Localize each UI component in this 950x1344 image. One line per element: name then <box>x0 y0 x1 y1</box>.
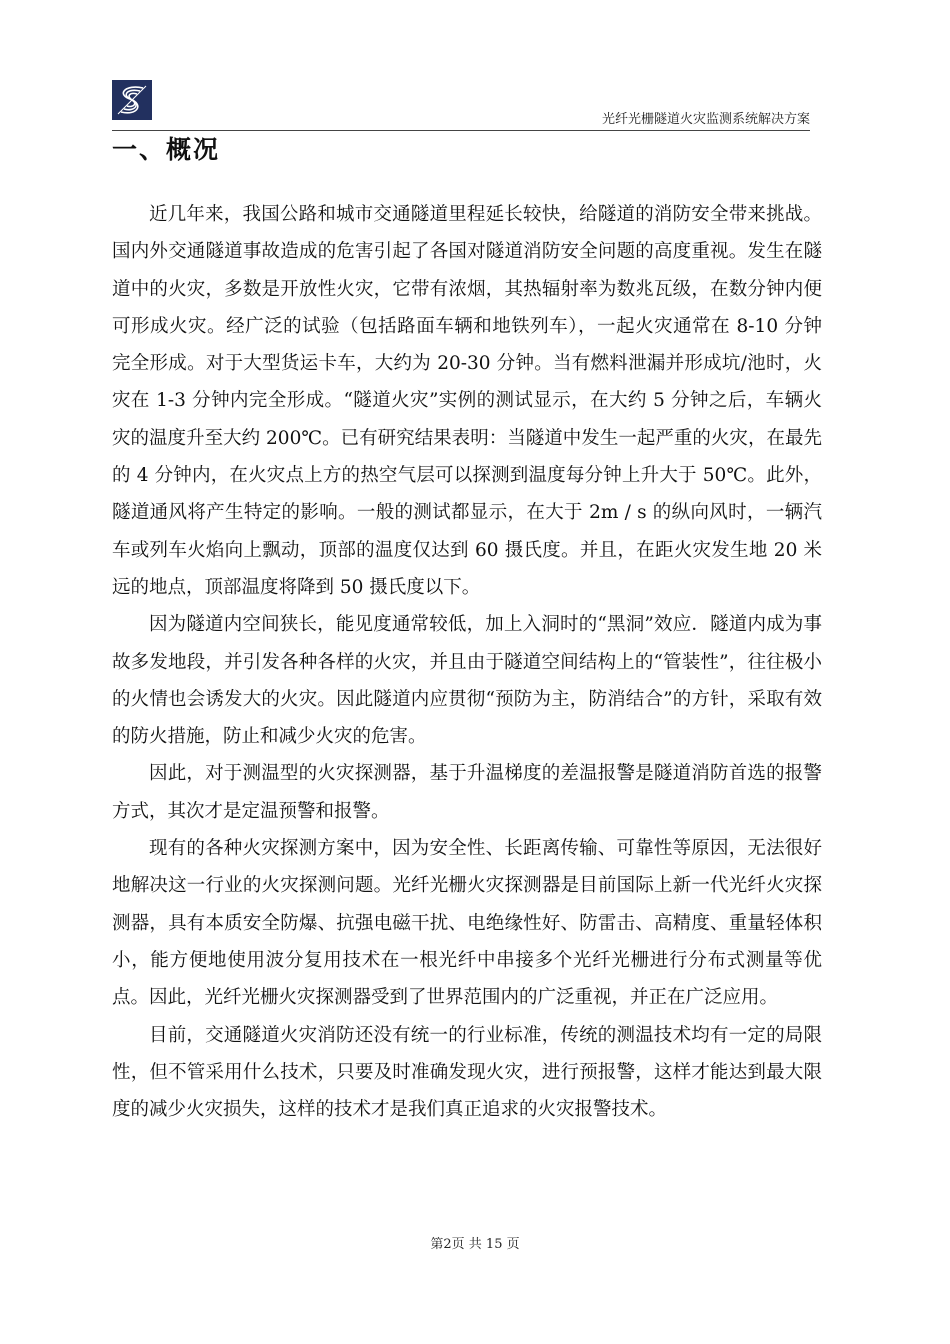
document-header-title: 光纤光栅隧道火灾监测系统解决方案 <box>601 112 810 127</box>
paragraph: 目前，交通隧道火灾消防还没有统一的行业标准，传统的测温技术均有一定的局限性，但不管采用什么技术，只要及时准确发现火灾，进行预报警，这样才能达到最大限度的减少火灾损失，这样的技术才是我们真正追求的火灾报警技术。 <box>112 1024 822 1121</box>
section-heading: 一、概况 <box>112 135 221 164</box>
paragraph: 现有的各种火灾探测方案中，因为安全性、长距离传输、可靠性等原因，无法很好地解决这一行业的火灾探测问题。光纤光栅火灾探测器是目前国际上新一代光纤火灾探测器，具有本质安全防爆、抗强电磁干扰、电绝缘性好、防雷击、高精度、重量轻体积小，能方便地使用波分复用技术在一根光纤中串接多个光纤光栅进行分布式测量等优点。因此，光纤光栅火灾探测器受到了世界范围内的广泛重视，并正在广泛应用。 <box>112 838 822 1009</box>
document-body <box>112 196 822 1128</box>
company-logo-icon <box>112 80 152 120</box>
paragraph: 近几年来，我国公路和城市交通隧道里程延长较快，给隧道的消防安全带来挑战。国内外交通隧道事故造成的危害引起了各国对隧道消防安全问题的高度重视。发生在隧道中的火灾，多数是开放性火灾，它带有浓烟，其热辐射率为数兆瓦级，在数分钟内便可形成火灾。经广泛的试验（包括路面车辆和地铁列车），一起火灾通常在 8-10 分钟完全形成。对于大型货运卡车，大约为 20-30 分钟。当有燃料泄漏并形成坑/池时，火灾在 1-3 分钟内完全形成。“隧道火灾”实例的测试显示，在大约 5 分钟之后，车辆火灾的温度升至大约 200℃。已有研究结果表明：当隧道中发生一起严重的火灾，在最先的 4 分钟内，在火灾点上方的热空气层可以探测到温度每分钟上升大于 50℃。此外，隧道通风将产生特定的影响。一般的测试都显示，在大于 2m / s 的纵向风时，一辆汽车或列车火焰向上飘动，顶部的温度仅达到 60 摄氏度。并且，在距火灾发生地 20 米远的地点，顶部温度将降到 50 摄氏度以下。 <box>112 204 822 598</box>
paragraph: 因为隧道内空间狭长，能见度通常较低，加上入洞时的“黑洞”效应．隧道内成为事故多发地段，并引发各种各样的火灾，并且由于隧道空间结构上的“管装性”，往往极小的火情也会诱发大的火灾。因此隧道内应贯彻“预防为主，防消结合”的方针，采取有效的防火措施，防止和减少火灾的危害。 <box>112 614 822 748</box>
page-number: 第2页 共 15 页 <box>430 1237 520 1252</box>
paragraph: 因此，对于测温型的火灾探测器，基于升温梯度的差温报警是隧道消防首选的报警方式，其次才是定温预警和报警。 <box>112 763 822 822</box>
